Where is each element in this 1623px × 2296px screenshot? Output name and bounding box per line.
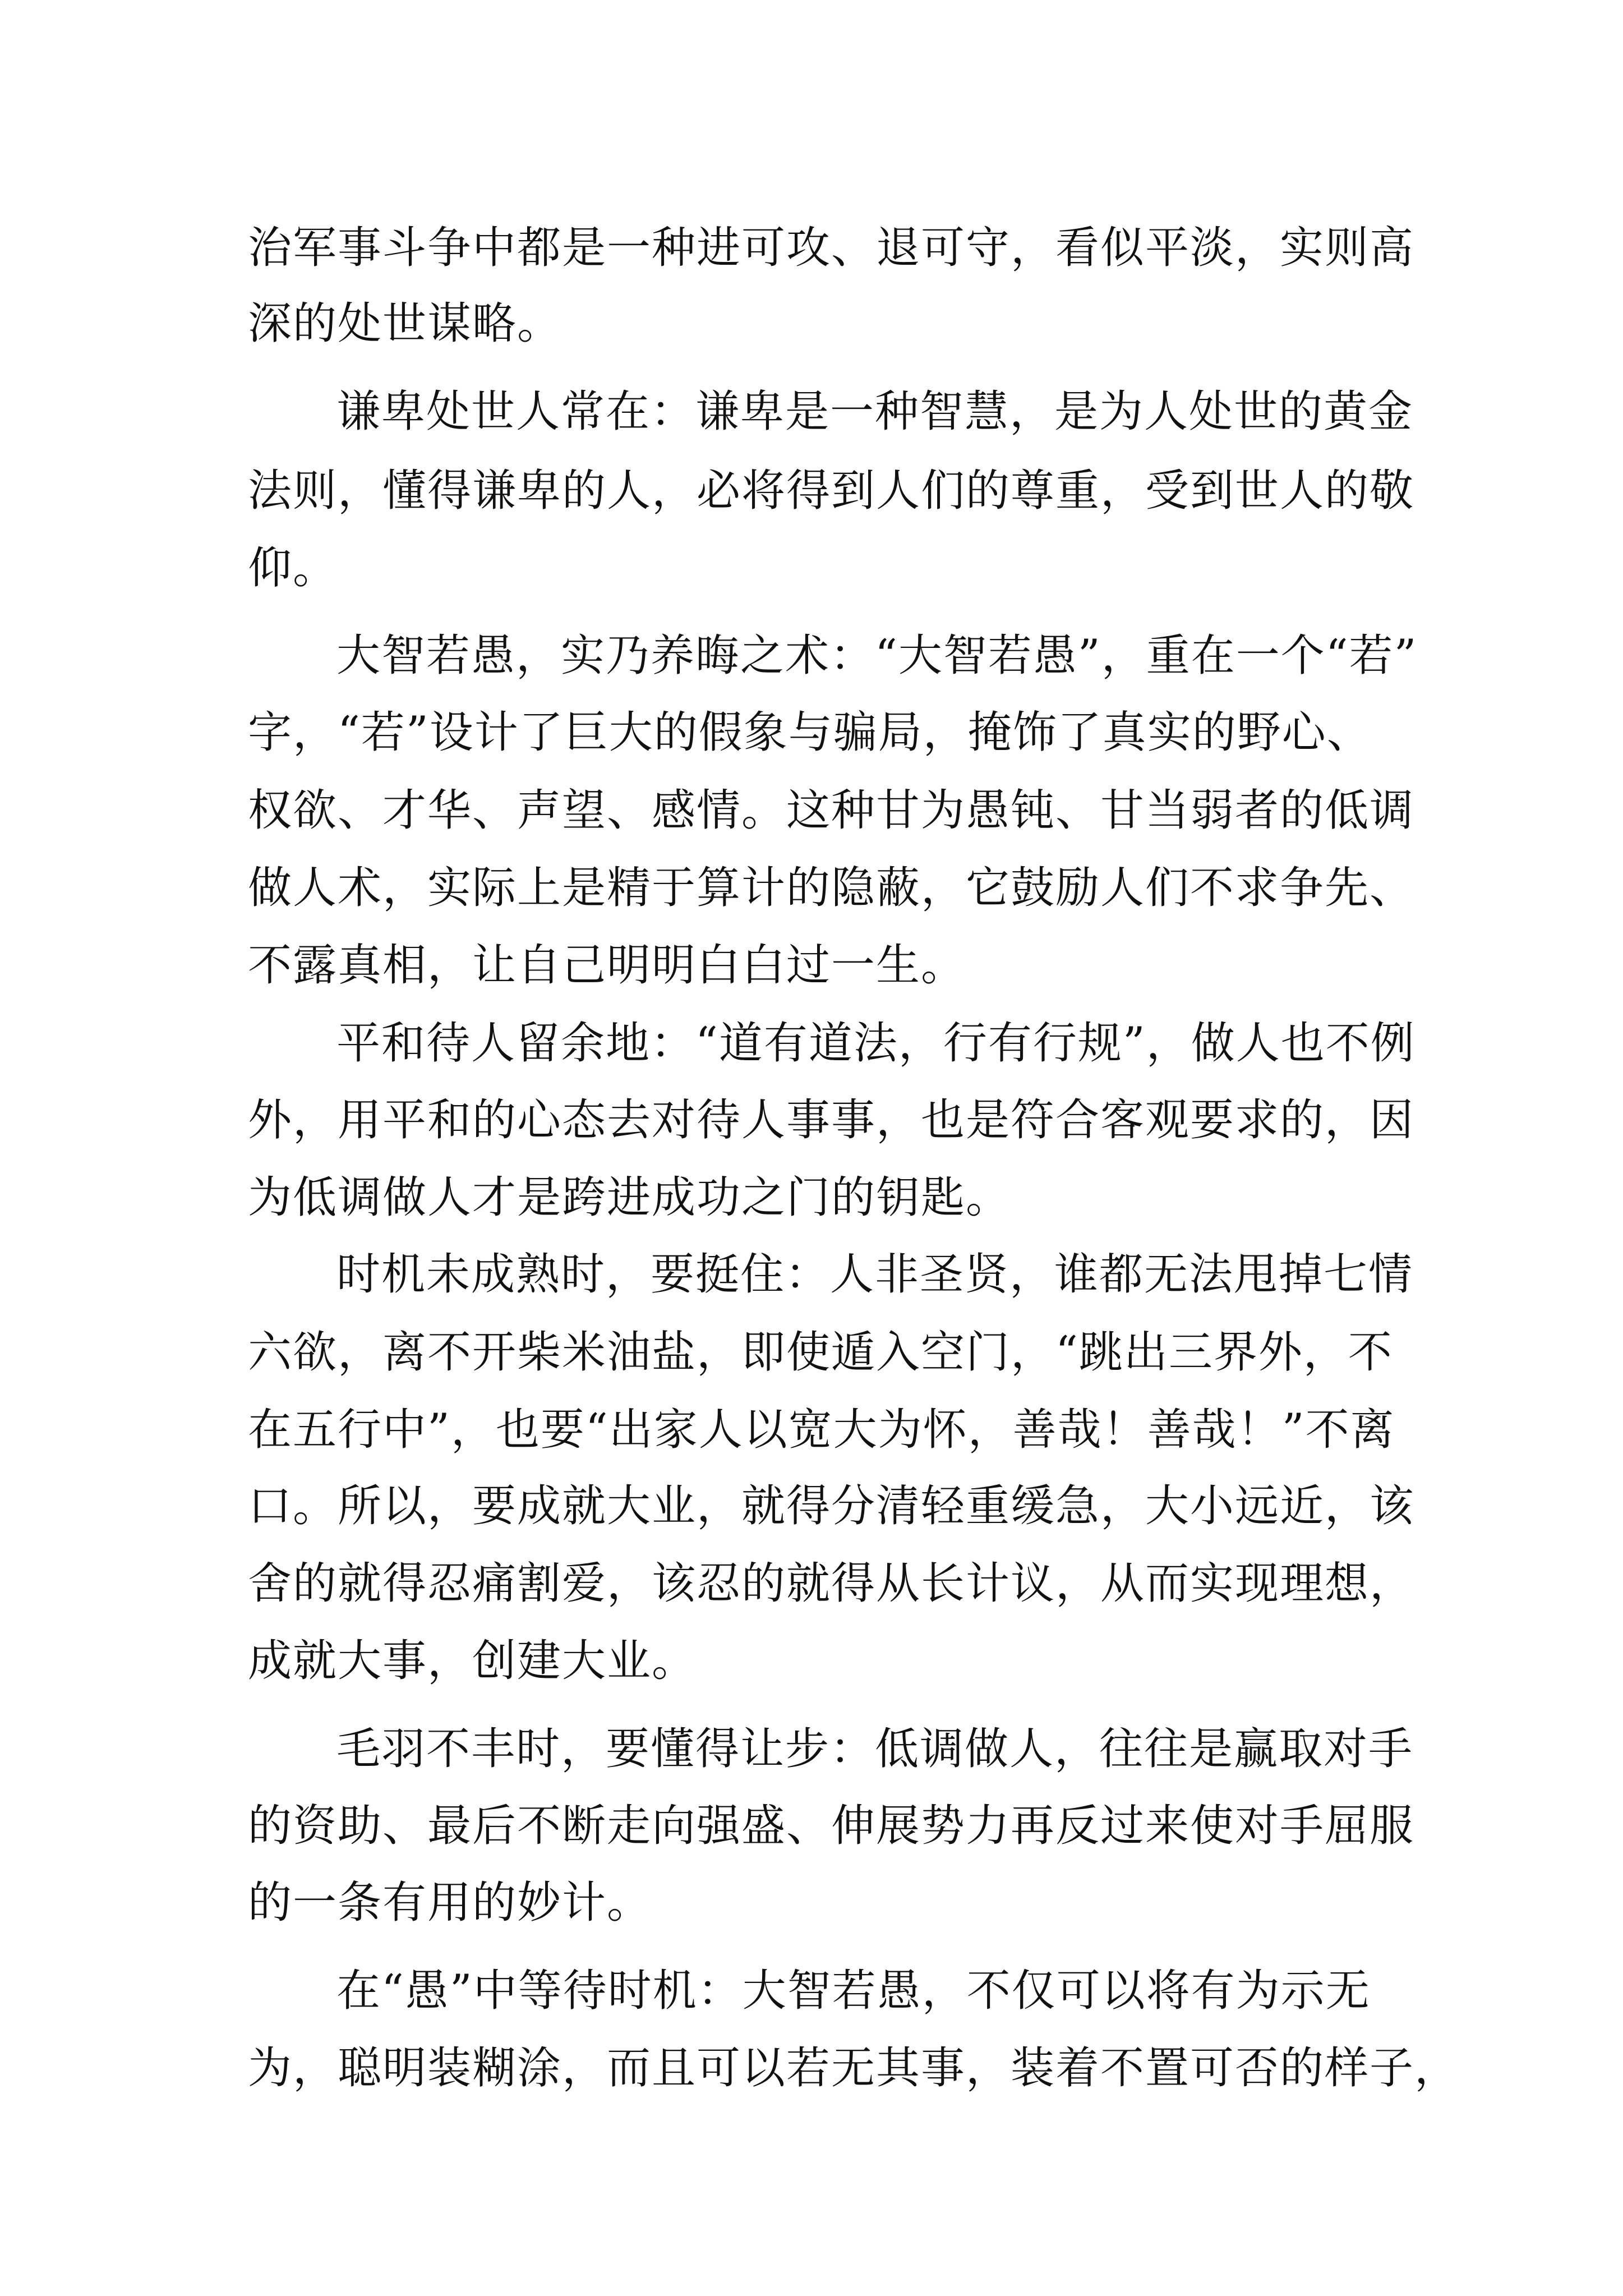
paragraph-first-line: 毛羽不丰时，要懂得让步：低调做人，往往是赢取对手 <box>336 1724 1414 1774</box>
text-line: 字，“若”设计了巨大的假象与骗局，掩饰了真实的野心、 <box>248 707 1372 758</box>
text-line: 成就大事，创建大业。 <box>248 1636 697 1686</box>
paragraph-first-line: 时机未成熟时，要挺住：人非圣贤，谁都无法甩掉七情 <box>336 1249 1414 1300</box>
text-line: 外，用平和的心态去对待人事事，也是符合客观要求的，因 <box>248 1095 1415 1145</box>
text-line: 深的处世谋略。 <box>248 298 562 349</box>
text-line: 口。所以，要成就大业，就得分清轻重缓急，大小远近，该 <box>248 1481 1415 1531</box>
text-line: 法则，懂得谦卑的人，必将得到人们的尊重，受到世人的敬 <box>248 466 1415 516</box>
text-line: 的资助、最后不断走向强盛、伸展势力再反过来使对手屈服 <box>248 1801 1415 1851</box>
paragraph-first-line: 平和待人留余地：“道有道法，行有行规”，做人也不例 <box>336 1018 1415 1069</box>
text-line: 为，聪明装糊涂，而且可以若无其事，装着不置可否的样子， <box>248 2043 1460 2093</box>
text-line: 舍的就得忍痛割爱，该忍的就得从长计议，从而实现理想， <box>248 1558 1415 1609</box>
text-line: 做人术，实际上是精于算计的隐蔽，它鼓励人们不求争先、 <box>248 863 1415 913</box>
text-line: 六欲，离不开柴米油盐，即使遁入空门，“跳出三界外，不 <box>248 1327 1393 1378</box>
text-line: 不露真相，让自己明明白白过一生。 <box>248 940 966 991</box>
text-line: 权欲、才华、声望、感情。这种甘为愚钝、甘当弱者的低调 <box>248 785 1415 836</box>
text-line: 在五行中”，也要“出家人以宽大为怀，善哉！善哉！”不离 <box>248 1405 1395 1455</box>
paragraph-first-line: 在“愚”中等待时机：大智若愚，不仅可以将有为示无 <box>336 1966 1371 2016</box>
text-line: 治军事斗争中都是一种进可攻、退可守，看似平淡，实则高 <box>248 223 1415 273</box>
text-line: 的一条有用的妙计。 <box>248 1878 652 1928</box>
paragraph-first-line: 大智若愚，实乃养晦之术：“大智若愚”，重在一个“若” <box>336 631 1418 681</box>
text-line: 为低调做人才是跨进成功之门的钥匙。 <box>248 1172 1011 1223</box>
paragraph-first-line: 谦卑处世人常在：谦卑是一种智慧，是为人处世的黄金 <box>336 386 1414 437</box>
text-line: 仰。 <box>248 543 338 593</box>
